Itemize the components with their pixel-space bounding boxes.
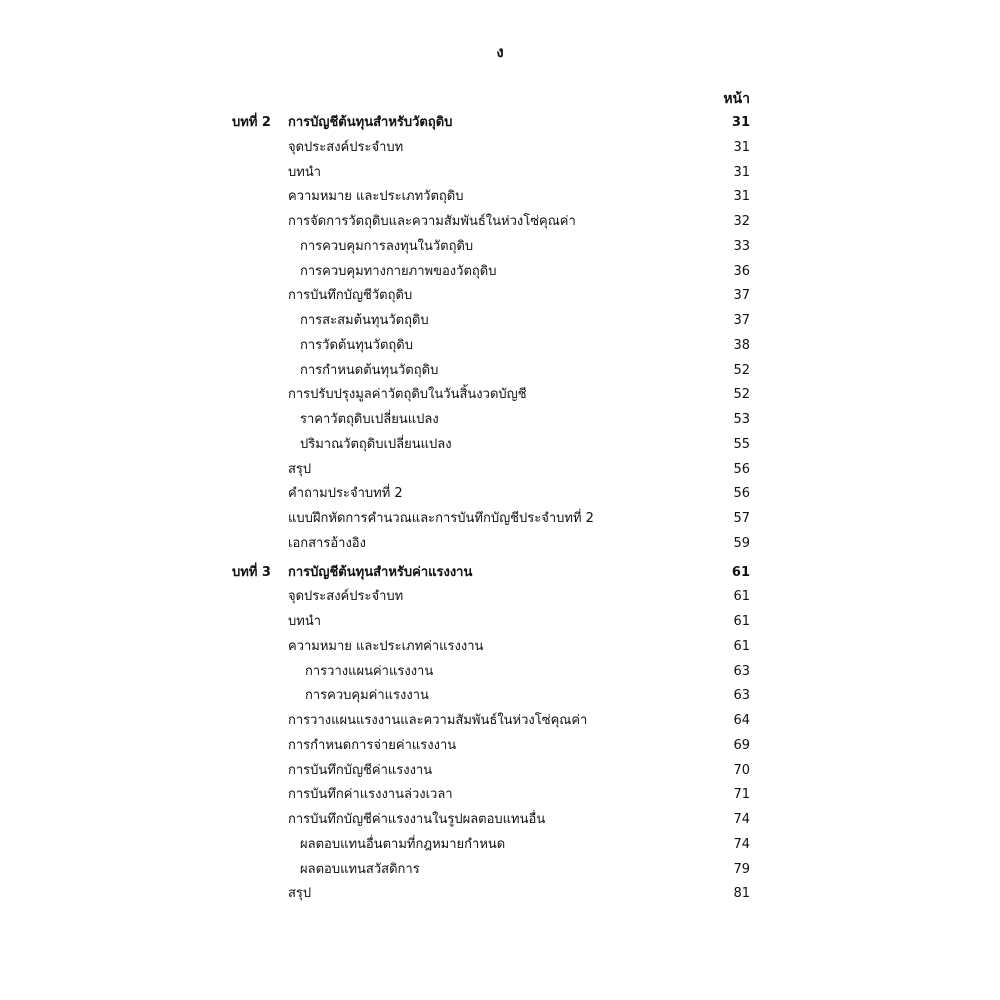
toc-entry[interactable] xyxy=(0,808,1000,833)
toc-entry-page-number: 74 xyxy=(733,836,750,852)
toc-entry-page-number: 32 xyxy=(733,214,750,229)
toc-entry[interactable] xyxy=(0,833,1000,858)
chapter-label: บทที่ 3 xyxy=(232,564,271,580)
toc-entry-page-number: 61 xyxy=(733,614,750,629)
toc-entry-page-number: 55 xyxy=(733,436,750,452)
toc-entry-page-number: 70 xyxy=(733,762,750,778)
toc-entry-title: การบันทึกบัญชีค่าแรงงาน xyxy=(288,762,433,778)
toc-entry[interactable] xyxy=(0,185,1000,210)
toc-entry[interactable] xyxy=(0,260,1000,285)
toc-entry-title: การวัดต้นทุนวัตถุดิบ xyxy=(300,337,413,353)
toc-entry-page-number: 64 xyxy=(733,713,750,728)
toc-entry-title: การวางแผนค่าแรงงาน xyxy=(305,663,434,679)
toc-entry[interactable] xyxy=(0,482,1000,507)
toc-entry-page-number: 53 xyxy=(733,412,750,427)
toc-entry[interactable] xyxy=(0,858,1000,883)
toc-entry-title: การควบคุมค่าแรงงาน xyxy=(305,688,429,704)
toc-entry-page-number: 56 xyxy=(733,486,750,502)
toc-entry-page-number: 59 xyxy=(733,535,750,551)
toc-entry-page-number: 57 xyxy=(733,511,750,526)
toc-entry-page-number: 69 xyxy=(733,737,750,753)
toc-entry[interactable] xyxy=(0,882,1000,907)
page-column-header: หน้า xyxy=(723,91,750,107)
chapter-row[interactable] xyxy=(0,561,1000,586)
toc-entry-title: สรุป xyxy=(288,886,312,902)
toc-entry[interactable] xyxy=(0,759,1000,784)
toc-entry[interactable] xyxy=(0,532,1000,557)
toc-entry-title: การควบคุมทางกายภาพของวัตถุดิบ xyxy=(300,263,497,279)
toc-entry[interactable] xyxy=(0,610,1000,635)
toc-entry-page-number: 74 xyxy=(733,812,750,827)
toc-entry[interactable] xyxy=(0,359,1000,384)
toc-entry-title: ความหมาย และประเภทวัตถุดิบ xyxy=(288,189,464,205)
toc-entry-title: การกำหนดต้นทุนวัตถุดิบ xyxy=(300,362,439,378)
toc-entry-page-number: 52 xyxy=(733,387,750,403)
toc-entry-title: ผลตอบแทนสวัสดิการ xyxy=(300,861,420,877)
toc-entry-page-number: 81 xyxy=(733,886,750,902)
toc-entry-title: ความหมาย และประเภทค่าแรงงาน xyxy=(288,638,484,654)
toc-entry-page-number: 31 xyxy=(733,164,750,180)
toc-entry-page-number: 38 xyxy=(733,337,750,353)
toc-entry-title: ปริมาณวัตถุดิบเปลี่ยนแปลง xyxy=(300,436,452,452)
toc-entry[interactable] xyxy=(0,383,1000,408)
toc-entry-title: บทนำ xyxy=(288,164,322,180)
toc-entry-title: การบันทึกบัญชีค่าแรงงานในรูปผลตอบแทนอื่น xyxy=(288,812,546,827)
toc-entry[interactable] xyxy=(0,709,1000,734)
table-of-contents xyxy=(0,111,1000,907)
toc-entry[interactable] xyxy=(0,458,1000,483)
toc-entry-title: การบันทึกค่าแรงงานล่วงเวลา xyxy=(288,787,453,803)
toc-entry-page-number: 63 xyxy=(733,663,750,679)
toc-entry[interactable] xyxy=(0,585,1000,610)
toc-entry-title: สรุป xyxy=(288,461,312,477)
toc-entry[interactable] xyxy=(0,635,1000,660)
toc-entry-page-number: 31 xyxy=(733,139,750,155)
toc-entry[interactable] xyxy=(0,309,1000,334)
toc-entry[interactable] xyxy=(0,660,1000,685)
toc-entry[interactable] xyxy=(0,136,1000,161)
toc-entry-page-number: 63 xyxy=(733,688,750,704)
toc-entry-page-number: 37 xyxy=(733,288,750,304)
toc-entry-title: การสะสมต้นทุนวัตถุดิบ xyxy=(300,313,429,328)
toc-entry-page-number: 33 xyxy=(733,238,750,254)
toc-entry-title: เอกสารอ้างอิง xyxy=(288,535,366,551)
toc-entry-page-number: 61 xyxy=(733,638,750,654)
chapter-page-number: 31 xyxy=(731,115,750,130)
toc-entry-title: การควบคุมการลงทุนในวัตถุดิบ xyxy=(300,238,474,254)
toc-entry[interactable] xyxy=(0,161,1000,186)
toc-entry-title: ผลตอบแทนอื่นตามที่กฎหมายกำหนด xyxy=(300,836,506,852)
toc-entry-page-number: 79 xyxy=(733,861,750,877)
toc-entry[interactable] xyxy=(0,334,1000,359)
toc-entry-page-number: 52 xyxy=(733,362,750,378)
chapter-row[interactable] xyxy=(0,111,1000,136)
toc-entry[interactable] xyxy=(0,684,1000,709)
toc-entry-title: การปรับปรุงมูลค่าวัตถุดิบในวันสิ้นงวดบัญชี xyxy=(288,387,527,403)
toc-entry-title: การวางแผนแรงงานและความสัมพันธ์ในห่วงโซ่คุณค่า xyxy=(288,713,588,728)
chapter-label: บทที่ 2 xyxy=(232,115,271,130)
toc-entry[interactable] xyxy=(0,507,1000,532)
toc-entry-page-number: 37 xyxy=(733,313,750,328)
toc-entry-page-number: 71 xyxy=(733,787,750,803)
toc-entry[interactable] xyxy=(0,734,1000,759)
toc-entry[interactable] xyxy=(0,433,1000,458)
toc-entry-page-number: 31 xyxy=(733,189,750,205)
toc-entry-title: จุดประสงค์ประจำบท xyxy=(288,139,404,155)
toc-entry-title: คำถามประจำบทที่ 2 xyxy=(288,486,403,502)
toc-entry-title: การกำหนดการจ่ายค่าแรงงาน xyxy=(288,737,457,753)
toc-entry-title: การจัดการวัตถุดิบและความสัมพันธ์ในห่วงโซ่คุณค่า xyxy=(288,214,576,229)
toc-entry-page-number: 61 xyxy=(733,589,750,605)
toc-entry-page-number: 56 xyxy=(733,461,750,477)
chapter-title: การบัญชีต้นทุนสำหรับค่าแรงงาน xyxy=(288,564,473,580)
chapter-page-number: 61 xyxy=(731,564,750,580)
toc-entry-title: แบบฝึกหัดการคำนวณและการบันทึกบัญชีประจำบทที่ 2 xyxy=(288,511,594,526)
toc-entry[interactable] xyxy=(0,284,1000,309)
page-marker: ง xyxy=(496,43,504,61)
chapter-title: การบัญชีต้นทุนสำหรับวัตถุดิบ xyxy=(288,115,453,130)
toc-entry-title: การบันทึกบัญชีวัตถุดิบ xyxy=(288,288,413,304)
toc-entry-title: จุดประสงค์ประจำบท xyxy=(288,589,404,605)
toc-entry[interactable] xyxy=(0,783,1000,808)
toc-entry-page-number: 36 xyxy=(733,263,750,279)
toc-entry[interactable] xyxy=(0,210,1000,235)
toc-entry[interactable] xyxy=(0,408,1000,433)
toc-entry-title: ราคาวัตถุดิบเปลี่ยนแปลง xyxy=(300,412,439,427)
toc-entry-title: บทนำ xyxy=(288,614,322,629)
toc-entry[interactable] xyxy=(0,235,1000,260)
